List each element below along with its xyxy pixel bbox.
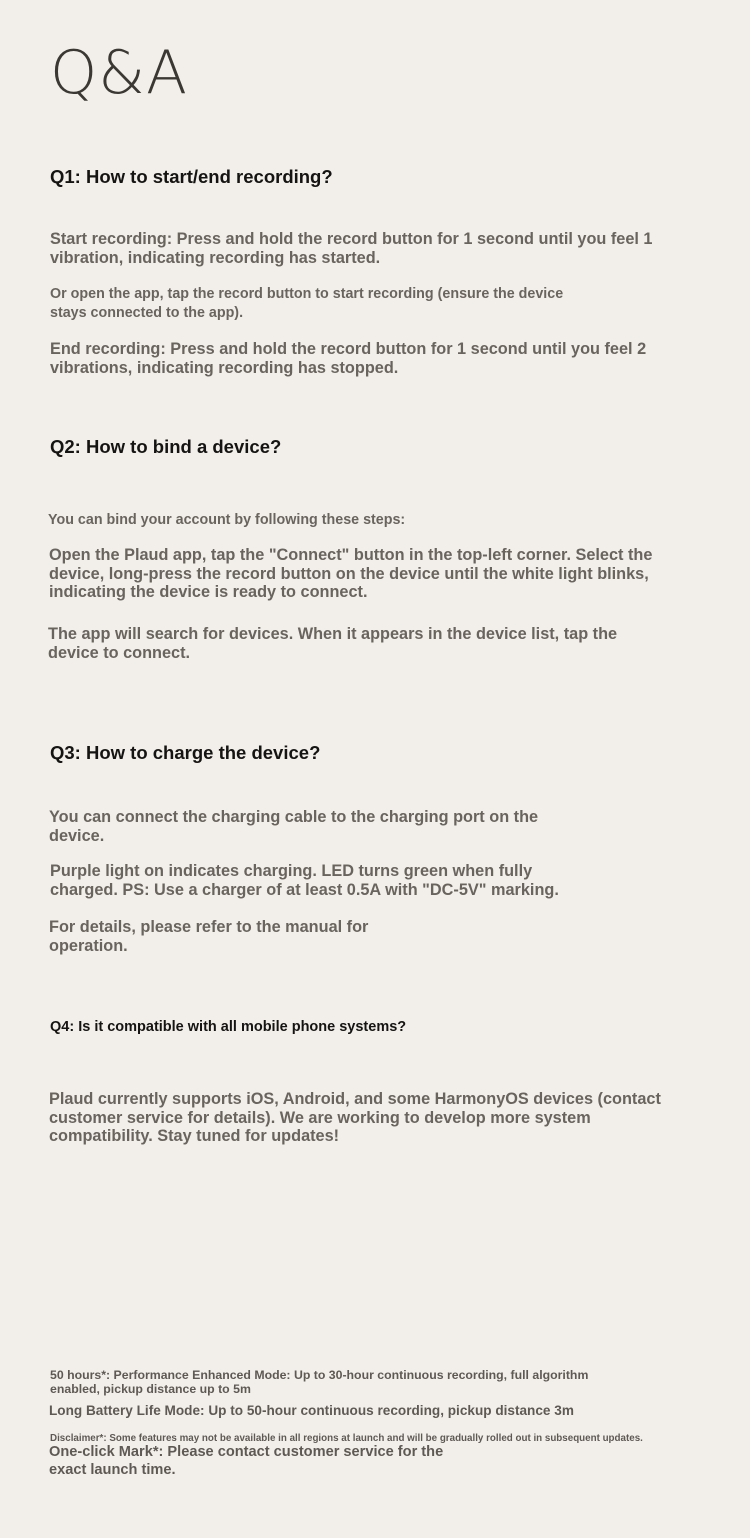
faq-answer-1-paragraph-2 xyxy=(50,285,563,322)
faq-question-4: Q4: Is it compatible with all mobile phone systems? xyxy=(50,1019,407,1035)
text-line: compatibility. Stay tuned for updates! xyxy=(49,1127,340,1145)
faq-answer-2-paragraph-2 xyxy=(49,546,652,602)
text-line: Start recording: Press and hold the record button for 1 second until you feel 1 xyxy=(50,230,653,248)
text-line: The app will search for devices. When it appears in the device list, tap the xyxy=(48,625,618,643)
faq-answer-1-paragraph-3 xyxy=(50,340,646,377)
text-line: 50 hours*: Performance Enhanced Mode: Up to 30-hour continuous recording, full algorithm xyxy=(50,1368,589,1382)
text-line: Or open the app, tap the record button to start recording (ensure the device xyxy=(50,286,564,302)
faq-answer-2-paragraph-1 xyxy=(48,511,405,530)
footnote-50-hours xyxy=(50,1369,588,1396)
faq-question-3: Q3: How to charge the device? xyxy=(50,742,321,763)
text-line: customer service for details). We are working to develop more system xyxy=(49,1108,591,1127)
text-line: Purple light on indicates charging. LED turns green when fully xyxy=(50,862,533,880)
text-line: device. xyxy=(49,826,105,845)
text-line: Disclaimer*: Some features may not be available in all regions at launch and will be gradually rolled out in subsequent updates. xyxy=(50,1433,643,1444)
faq-answer-1-paragraph-1 xyxy=(50,230,653,267)
text-line: End recording: Press and hold the record button for 1 second until you feel 2 xyxy=(50,340,647,358)
text-line: indicating the device is ready to connect. xyxy=(49,583,368,601)
text-line: Open the Plaud app, tap the "Connect" button in the top-left corner. Select the xyxy=(49,546,653,564)
text-line: Long Battery Life Mode: Up to 50-hour continuous recording, pickup distance 3m xyxy=(49,1403,574,1418)
text-line: You can bind your account by following these steps: xyxy=(48,512,406,528)
faq-answer-2-paragraph-3 xyxy=(48,625,617,662)
faq-answer-3-paragraph-3 xyxy=(49,918,368,955)
text-line: You can connect the charging cable to the charging port on the xyxy=(49,808,539,826)
faq-question-1: Q1: How to start/end recording? xyxy=(50,166,333,187)
text-line: stays connected to the app). xyxy=(50,304,244,321)
text-line: exact launch time. xyxy=(49,1461,176,1478)
page-title: Q&A xyxy=(50,38,189,108)
text-line: One-click Mark*: Please contact customer service for the xyxy=(49,1444,444,1460)
faq-answer-3-paragraph-1 xyxy=(49,808,538,845)
footnote-one-click-mark xyxy=(49,1444,443,1479)
text-line: operation. xyxy=(49,936,128,955)
text-line: vibration, indicating recording has started. xyxy=(50,248,381,267)
text-line: device, long-press the record button on the device until the white light blinks, xyxy=(49,564,649,583)
faq-question-2: Q2: How to bind a device? xyxy=(50,436,282,457)
text-line: Plaud currently supports iOS, Android, and some HarmonyOS devices (contact xyxy=(49,1090,661,1108)
text-line: vibrations, indicating recording has stopped. xyxy=(50,358,399,377)
faq-answer-3-paragraph-2 xyxy=(50,862,559,899)
footnote-long-battery xyxy=(49,1403,574,1419)
text-line: For details, please refer to the manual for xyxy=(49,918,369,936)
text-line: enabled, pickup distance up to 5m xyxy=(50,1381,251,1396)
text-line: device to connect. xyxy=(48,643,191,662)
text-line: charged. PS: Use a charger of at least 0.5A with "DC-5V" marking. xyxy=(50,880,559,899)
faq-answer-4-paragraph-1 xyxy=(49,1090,661,1146)
